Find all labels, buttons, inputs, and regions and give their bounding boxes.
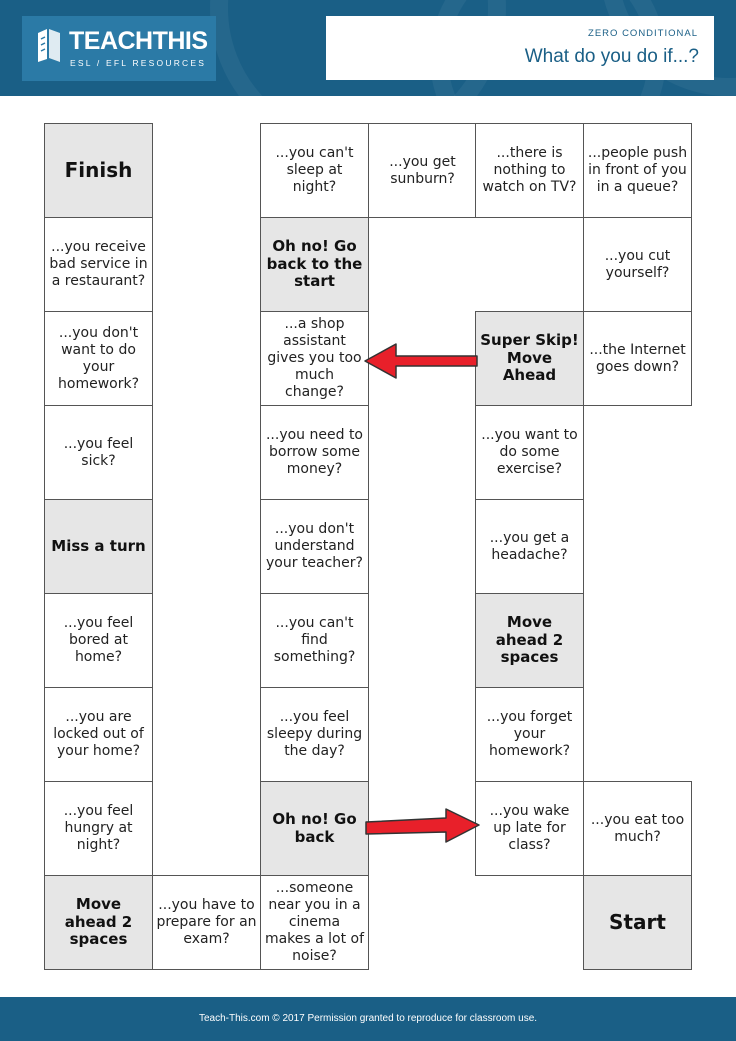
board-square: ...you need to borrow some money?: [260, 405, 369, 500]
logo: [22, 16, 216, 81]
go-back-square: Oh no! Go back: [260, 781, 369, 876]
footer-copyright: Teach-This.com © 2017 Permission granted to reproduce for classroom use.: [0, 997, 736, 1041]
move-ahead-square: Move ahead 2 spaces: [44, 875, 153, 970]
board-square: ...you don't want to do your homework?: [44, 311, 153, 406]
board-square: ...a shop assistant gives you too much change?: [260, 311, 369, 406]
worksheet-topic: ZERO CONDITIONAL: [588, 28, 698, 39]
board-square: ...you are locked out of your home?: [44, 687, 153, 782]
board-square: ...you don't understand your teacher?: [260, 499, 369, 594]
board-square: ...you get sunburn?: [368, 123, 477, 218]
finish-square: Finish: [44, 123, 153, 218]
logo-name: TEACHTHIS: [69, 27, 208, 55]
board-square: ...you wake up late for class?: [475, 781, 584, 876]
miss-turn-square: Miss a turn: [44, 499, 153, 594]
board-square: ...you cut yourself?: [583, 217, 692, 312]
book-icon: [36, 27, 62, 63]
board-square: ...the Internet goes down?: [583, 311, 692, 406]
go-back-to-start-square: Oh no! Go back to the start: [260, 217, 369, 312]
board-square: ...there is nothing to watch on TV?: [475, 123, 584, 218]
board-square: ...you want to do some exercise?: [475, 405, 584, 500]
board-square: ...you get a headache?: [475, 499, 584, 594]
board-square: ...you feel sick?: [44, 405, 153, 500]
skip-arrow-left: [360, 340, 484, 382]
board-square: ...you have to prepare for an exam?: [152, 875, 261, 970]
logo-tagline: ESL / EFL RESOURCES: [70, 58, 207, 68]
board-square: ...you feel hungry at night?: [44, 781, 153, 876]
super-skip-square: Super Skip! Move Ahead: [475, 311, 584, 406]
board-square: ...you can't find something?: [260, 593, 369, 688]
board-square: ...you forget your homework?: [475, 687, 584, 782]
page-title: What do you do if...?: [524, 46, 699, 67]
board-square: ...you eat too much?: [583, 781, 692, 876]
board-square: ...you feel bored at home?: [44, 593, 153, 688]
board-square: ...people push in front of you in a queue?: [583, 123, 692, 218]
board-square: ...someone near you in a cinema makes a lot of noise?: [260, 875, 369, 970]
title-box: [326, 16, 714, 80]
board-square: ...you feel sleepy during the day?: [260, 687, 369, 782]
go-back-arrow-right: [362, 806, 484, 848]
header-banner: [0, 0, 736, 96]
board-square: ...you can't sleep at night?: [260, 123, 369, 218]
start-square: Start: [583, 875, 692, 970]
board-square: ...you receive bad service in a restaurant?: [44, 217, 153, 312]
move-ahead-square: Move ahead 2 spaces: [475, 593, 584, 688]
